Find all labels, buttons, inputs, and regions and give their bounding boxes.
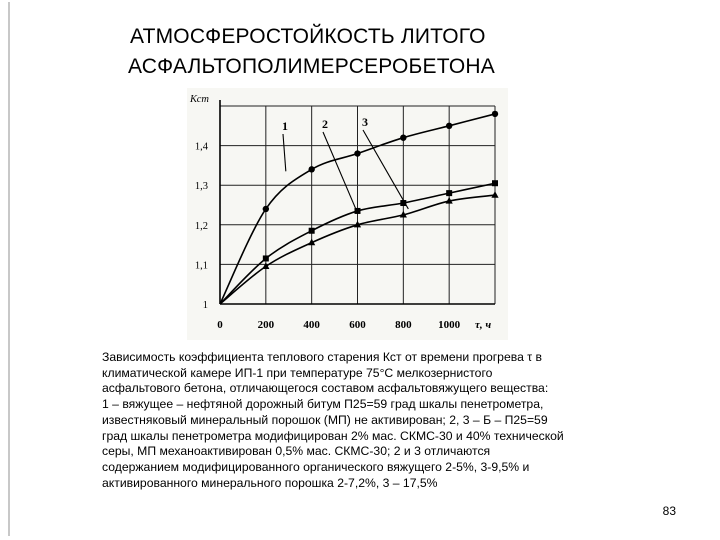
series-layer <box>220 111 499 304</box>
caption-line: серы, МП механоактивирован 0,5% мас. СКМС-30; 2 и 3 отличаются <box>102 444 491 459</box>
caption-line: 1 – вяжущее – нефтяной дорожный битум П25=59 град шкалы пенетрометра, <box>102 397 544 412</box>
data-point-circle <box>308 166 314 172</box>
x-tick-label: 800 <box>395 319 412 331</box>
series-callout-label: 1 <box>282 119 288 133</box>
y-tick-label: 1 <box>202 300 208 311</box>
slide-title-line-1: АТМОСФЕРОСТОЙКОСТЬ ЛИТОГО <box>130 25 486 48</box>
slide-left-rule <box>8 2 10 536</box>
data-point-triangle <box>491 191 498 198</box>
series-callout-leader <box>283 134 286 171</box>
series-callout-label: 2 <box>322 117 328 131</box>
caption-line: Зависимость коэффициента теплового старения Кст от времени прогрева τ в <box>102 350 542 364</box>
x-tick-label: 0 <box>217 319 223 331</box>
x-tick-label: 1000 <box>438 319 461 331</box>
x-tick-label: 600 <box>349 319 366 331</box>
data-point-circle <box>446 123 452 129</box>
slide-title-line-2: АСФАЛЬТОПОЛИМЕРСЕРОБЕТОНА <box>128 55 495 78</box>
data-point-square <box>309 228 315 234</box>
series-callout-leader <box>363 130 408 209</box>
series-callout-leader <box>323 132 358 213</box>
slide-title <box>120 22 600 82</box>
x-axis-label: τ, ч <box>475 319 492 331</box>
data-point-circle <box>263 206 269 212</box>
series-callout-label: 3 <box>362 115 368 129</box>
caption-line: известняковый минеральный порошок (МП) не активирован; 2, 3 – Б – П25=59 <box>102 412 548 427</box>
data-point-circle <box>354 150 360 156</box>
data-point-circle <box>400 134 406 140</box>
figure-caption <box>102 350 662 491</box>
y-axis-label: Кст <box>190 94 209 105</box>
data-point-circle <box>492 111 498 117</box>
caption-line: град шкалы пенетрометра модифицирован 2% мас. СКМС-30 и 40% технической <box>102 428 564 443</box>
y-tick-label: 1,1 <box>194 260 208 272</box>
label-layer <box>189 94 491 331</box>
y-tick-label: 1,3 <box>194 181 208 193</box>
caption-line: содержанием модифицированного органического вяжущего 2-5%, 3-9,5% и <box>102 459 530 474</box>
y-tick-label: 1,2 <box>194 220 208 232</box>
x-tick-label: 200 <box>257 319 275 331</box>
caption-line: асфальтового бетона, отличающегося составом асфальтовяжущего вещества: <box>102 381 549 396</box>
chart-figure <box>187 88 508 340</box>
data-point-square <box>492 180 498 186</box>
page-number: 83 <box>662 504 676 518</box>
data-point-square <box>446 190 452 196</box>
x-tick-label: 400 <box>303 319 320 331</box>
caption-line: активированного минерального порошка 2-7,2%, 3 – 17,5% <box>102 475 438 490</box>
grid-layer <box>220 106 495 304</box>
line-chart <box>187 88 508 340</box>
data-point-square <box>263 255 269 261</box>
caption-line: климатической камере ИП-1 при температуре 75°С мелкозернистого <box>102 365 493 380</box>
y-tick-label: 1,4 <box>194 141 208 153</box>
